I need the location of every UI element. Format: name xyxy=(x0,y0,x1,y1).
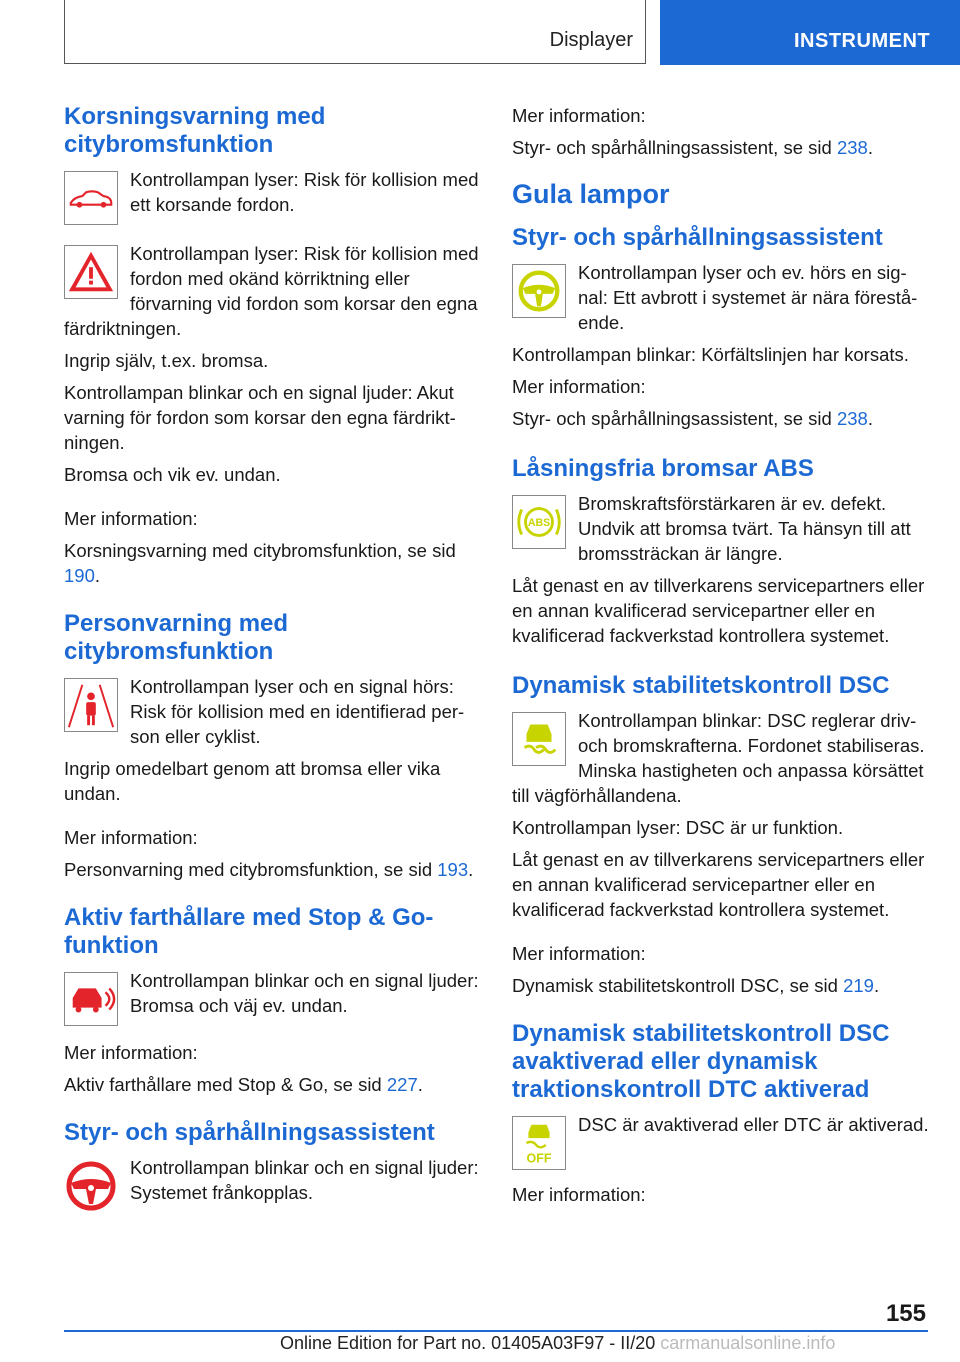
paragraph: Kontrollampan blinkar och en signal ljuder: Akut varning för fordon som korsar den egna färdriktningen. xyxy=(64,382,456,453)
continued-reference xyxy=(512,103,930,160)
icon-description: Kontrollampan blinkar och en signal ljuder: Systemet frånkopplas. xyxy=(130,1157,479,1203)
section-title: Låsningsfria bromsar ABS xyxy=(512,455,814,482)
paragraph: Ingrip omedelbart genom att bromsa eller vika undan. xyxy=(64,758,441,804)
icon-description: Kontrollampan lyser: Risk för kollision med ett korsande fordon. xyxy=(130,169,479,215)
section-title: Styr- och spårhållningsassistent xyxy=(512,224,883,251)
chapter-tab[interactable] xyxy=(660,0,960,65)
page-link[interactable]: 238 xyxy=(836,137,868,158)
page-link[interactable]: 190 xyxy=(64,565,95,586)
header-left-box xyxy=(64,0,646,64)
cross-reference: Dynamisk stabilitetskontroll DSC, se sid 219. xyxy=(512,975,880,996)
chapter-heading: Gula lampor xyxy=(512,179,670,209)
section-title: Styr- och spårhållningsassistent xyxy=(64,1119,435,1146)
steering-wheel-icon xyxy=(512,264,566,318)
section-title: Personvarning med citybromsfunktion xyxy=(64,610,289,665)
section-active-cruise xyxy=(64,904,482,1097)
more-info-label: Mer information: xyxy=(512,105,646,126)
icon-description: Kontrollampan blinkar: DSC reglerar driv- och bromskrafterna. Fordonet stabiliseras. Minska hastigheten och anpassa körsättet till vägförhållandena. xyxy=(512,710,925,806)
cross-reference: Korsningsvarning med citybromsfunktion, se sid 190. xyxy=(64,540,456,586)
page-link[interactable]: 219 xyxy=(843,975,874,996)
abs-icon xyxy=(512,495,566,549)
paragraph: Låt genast en av tillverkarens servicepartners eller en annan kvalificerad servicepartner eller en kvalificerad fackverkstad kontrollera systemet. xyxy=(512,575,925,646)
section-title: Dynamisk stabilitetskontroll DSC xyxy=(512,672,890,699)
pedestrian-warning-icon xyxy=(64,678,118,732)
footer-edition xyxy=(280,1333,835,1354)
chapter-label: INSTRUMENT xyxy=(794,30,931,52)
svg-text:ABS: ABS xyxy=(527,516,551,529)
icon-description: Kontrollampan blinkar och en signal ljuder: Bromsa och väj ev. undan. xyxy=(130,970,479,1016)
paragraph: Ingrip själv, t.ex. bromsa. xyxy=(64,350,269,371)
icon-description: Kontrollampan lyser och ev. hörs en signal: Ett avbrott i systemet är nära förestående. xyxy=(578,262,918,333)
more-info-label: Mer information: xyxy=(64,508,198,529)
icon-description: Kontrollampan lyser: Risk för kollision med fordon med okänd körriktning eller förvarning vid fordon som korsar den egna färdriktningen. xyxy=(64,243,479,339)
footer-rule-end xyxy=(862,1330,928,1332)
cross-reference: Personvarning med citybromsfunktion, se sid 193. xyxy=(64,859,474,880)
steering-wheel-icon xyxy=(64,1159,118,1213)
footer-rule xyxy=(64,1330,862,1332)
svg-text:OFF: OFF xyxy=(526,1151,552,1166)
page-link[interactable]: 193 xyxy=(437,859,469,880)
page-link[interactable]: 227 xyxy=(386,1074,418,1095)
section-dsc xyxy=(512,672,930,998)
icon-description: Bromskraftsförstärkaren är ev. defekt. Undvik att bromsa tvärt. Ta hänsyn till att bromssträckan är längre. xyxy=(578,493,911,564)
edition-text: Online Edition for Part no. 01405A03F97 - II/20 xyxy=(280,1333,656,1353)
cross-reference: Aktiv farthållare med Stop & Go, se sid 227. xyxy=(64,1074,423,1095)
dsc-off-icon xyxy=(512,1116,566,1170)
section-abs xyxy=(512,455,930,648)
paragraph: Kontrollampan blinkar: Körfältslinjen har korsats. xyxy=(512,344,909,365)
warning-triangle-icon xyxy=(64,245,118,299)
more-info-label: Mer information: xyxy=(512,1184,646,1205)
section-steering-assistant-red xyxy=(64,1119,482,1217)
dsc-skid-icon xyxy=(512,712,566,766)
car-collision-icon xyxy=(64,171,118,225)
page-number: 155 xyxy=(885,1300,926,1327)
more-info-label: Mer information: xyxy=(64,827,198,848)
icon-description: Kontrollampan lyser och en signal hörs: Risk för kollision med en identifierad person eller cyklist. xyxy=(130,676,465,747)
paragraph: Bromsa och vik ev. undan. xyxy=(64,464,281,485)
right-column xyxy=(512,103,930,1221)
page-link[interactable]: 238 xyxy=(836,408,868,429)
more-info-label: Mer information: xyxy=(512,376,646,397)
icon-description: DSC är avaktiverad eller DTC är aktiverad. xyxy=(578,1114,929,1135)
section-title: Korsningsvarning med citybromsfunktion xyxy=(64,103,326,158)
section-pedestrian-warning xyxy=(64,610,482,882)
section-steering-assistant-yellow xyxy=(512,224,930,431)
watermark: carmanualsonline.info xyxy=(660,1333,836,1353)
paragraph: Låt genast en av tillverkarens servicepartners eller en annan kvalificerad servicepartner eller en kvalificerad fackverkstad kontrollera systemet. xyxy=(512,849,925,920)
more-info-label: Mer information: xyxy=(512,943,646,964)
cruise-control-brake-icon xyxy=(64,972,118,1026)
section-title: Aktiv farthållare med Stop & Go-funktion xyxy=(64,904,434,959)
section-dsc-off xyxy=(512,1020,930,1207)
more-info-label: Mer information: xyxy=(64,1042,198,1063)
paragraph: Kontrollampan lyser: DSC är ur funktion. xyxy=(512,817,844,838)
cross-reference: Styr- och spårhållningsassistent, se sid 238. xyxy=(512,137,873,158)
section-intersection-warning xyxy=(64,103,482,588)
section-label: Displayer xyxy=(549,29,633,51)
section-title: Dynamisk stabilitetskontroll DSC avaktiverad eller dynamisk traktionskontroll DTC aktiverad xyxy=(512,1020,890,1103)
left-column xyxy=(64,103,482,1231)
cross-reference: Styr- och spårhållningsassistent, se sid 238. xyxy=(512,408,873,429)
